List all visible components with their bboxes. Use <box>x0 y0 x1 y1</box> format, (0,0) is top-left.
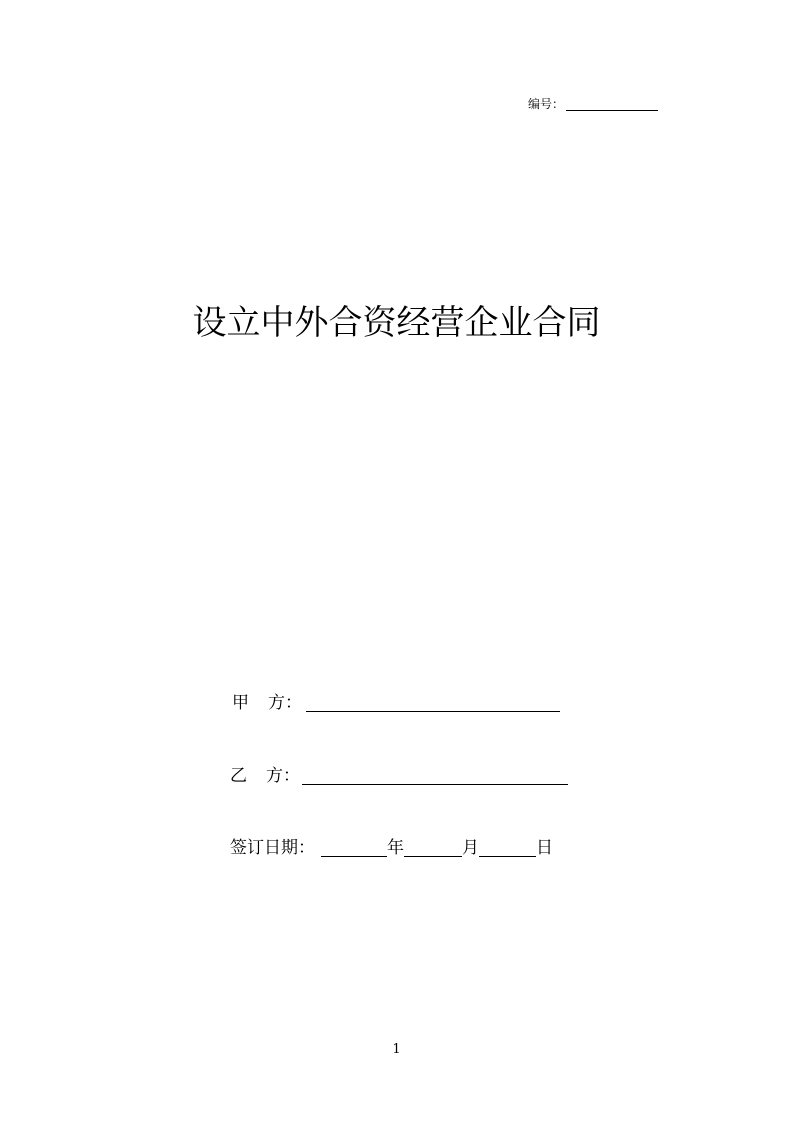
party-b-line <box>230 765 568 787</box>
contract-number-label: 编号： <box>528 97 565 111</box>
contract-number-blank[interactable] <box>566 98 658 111</box>
signing-month-unit: 月 <box>462 838 479 858</box>
signing-day-blank[interactable] <box>479 838 536 857</box>
page-number: 1 <box>392 1042 401 1057</box>
party-a-label-char1: 甲 <box>232 693 249 713</box>
party-a-line <box>232 692 560 714</box>
party-a-label-char2: 方： <box>268 693 302 713</box>
signing-day-unit: 日 <box>536 838 553 858</box>
party-b-blank[interactable] <box>302 766 568 785</box>
party-a-blank[interactable] <box>306 693 560 712</box>
signing-date-label: 签订日期： <box>230 838 315 858</box>
document-title: 设立中外合资经营企业合同 <box>192 302 601 343</box>
signing-date-line <box>230 837 553 859</box>
party-b-label-char1: 乙 <box>230 766 247 786</box>
signing-year-blank[interactable] <box>321 838 387 857</box>
signing-year-unit: 年 <box>387 838 404 858</box>
signing-month-blank[interactable] <box>404 838 462 857</box>
party-b-label-char2: 方： <box>266 766 300 786</box>
contract-number <box>528 95 658 111</box>
